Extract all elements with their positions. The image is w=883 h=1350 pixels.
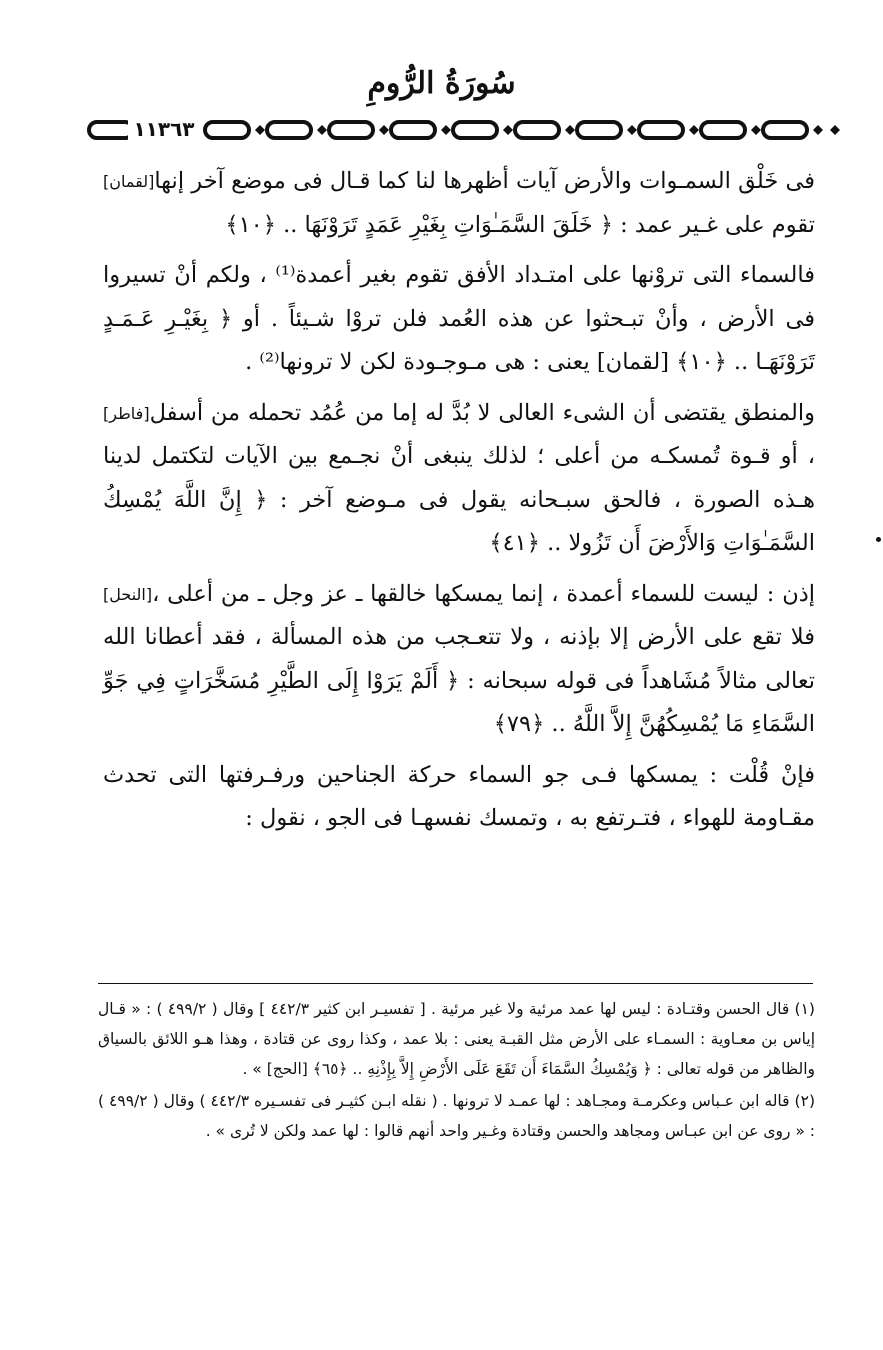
main-text xyxy=(103,160,815,848)
paragraph-text: فى خَلْق السمـوات والأرض آيات أظهرها لنا كما قـال فى موضع آخر إنها تقوم على غـير عمد : ﴿ خَلَقَ السَّمَـٰوَاتِ بِغَيْرِ عَمَدٍ تَرَوْنَهَا .. ﴿١٠﴾ xyxy=(154,168,815,238)
footnote-divider xyxy=(98,983,813,984)
paragraph-text: والمنطق يقتضى أن الشىء العالى لا بُدَّ له إما من عُمُد تحمله من أسفل ، أو قـوة تُمسكـه من أعلى ؛ لذلك ينبغى أنْ نجـمع بين الآيات لتكتمل لدينا هـذه الصورة ، فالحق سبـحانه يقول فى مـوضع آخر : ﴿ إِنَّ اللَّهَ يُمْسِكُ السَّمَـٰوَاتِ وَالأَرْضَ أَن تَزُولا .. ﴿٤١﴾ xyxy=(103,399,815,556)
margin-dot xyxy=(876,537,881,542)
paragraph xyxy=(103,254,815,385)
surah-title: سُورَةُ الرُّومِ xyxy=(367,66,516,101)
paragraph-text: فالسماء التى تروْنها على امتـداد الأفق تقوم بغير أعمدة⁽¹⁾ ، ولكم أنْ تسيروا فى الأرض ، وأنْ تبـحثوا عن هذه العُمد فلن تروْا شـيئاً . أو ﴿ بِغَيْـرِ عَـمَـدٍ تَرَوْنَهَـا .. ﴿١٠﴾ [لقمان] يعنى : هى مـوجـودة لكن لا ترونها⁽²⁾ . xyxy=(103,262,815,375)
paragraph xyxy=(103,160,815,247)
paragraph xyxy=(103,573,815,747)
paragraph xyxy=(103,392,815,566)
paragraph xyxy=(103,754,815,841)
footnote: (١) قال الحسن وقتـادة : ليس لها عمد مرئية ولا غير مرئية . [ تفسيـر ابن كثير ٤٤٢/٣ ] وقال ( ٤٩٩/٢ ) : « قـال إياس بن معـاوية : السمـاء على الأرض مثل القبـة يعنى : بلا عمد ، وكذا روى عن قتادة ، وهذا هـو اللائق بالسياق والظاهر من قوله تعالى : ﴿ وَيُمْسِكُ السَّمَاءَ أَن تَقَعَ عَلَى الأَرْضِ إِلاَّ بِإِذْنِهِ .. ﴿٦٥﴾ [الحج] » . xyxy=(98,1000,815,1078)
footnotes xyxy=(98,994,815,1148)
surah-reference: [النحل] xyxy=(103,584,153,604)
surah-reference: [فاطر] xyxy=(103,403,150,423)
surah-reference: [لقمان] xyxy=(103,172,155,191)
page-number: ١١٣٦٣ xyxy=(128,116,200,142)
paragraph-text: فإنْ قُلْت : يمسكها فـى جو السماء حركة الجناحين ورفـرفتها التى تحدث مقـاومة للهواء ، فتـرتفع به ، وتمسك نفسهـا فى الجو ، نقول : xyxy=(103,761,815,831)
paragraph-text: إذن : ليست للسماء أعمدة ، إنما يمسكها خالقها ـ عز وجل ـ من أعلى ، فلا تقع على الأرض إلا بإذنه ، ولا تتعـجب من هذه المسألة ، فقد أعطانا الله تعالى مثالاً مُشَاهداً فى قوله سبحانه : ﴿ أَلَمْ يَرَوْا إِلَى الطَّيْرِ مُسَخَّرَاتٍ فِي جَوِّ السَّمَاءِ مَا يُمْسِكُهُنَّ إِلاَّ اللَّهُ .. ﴿٧٩﴾ xyxy=(103,580,815,737)
footnote: (٢) قاله ابن عـباس وعكرمـة ومجـاهد : لها عمـد لا ترونها . ( نقله ابـن كثيـر فى تفسـيره ٤٤٢/٣ ) وقال ( ٤٩٩/٢ ) : « روى عن ابن عبـاس ومجاهد والحسن وقتادة وغـير واحد أنهم قالوا : لها عمد ولكن لا تُرى » . xyxy=(98,1092,815,1140)
